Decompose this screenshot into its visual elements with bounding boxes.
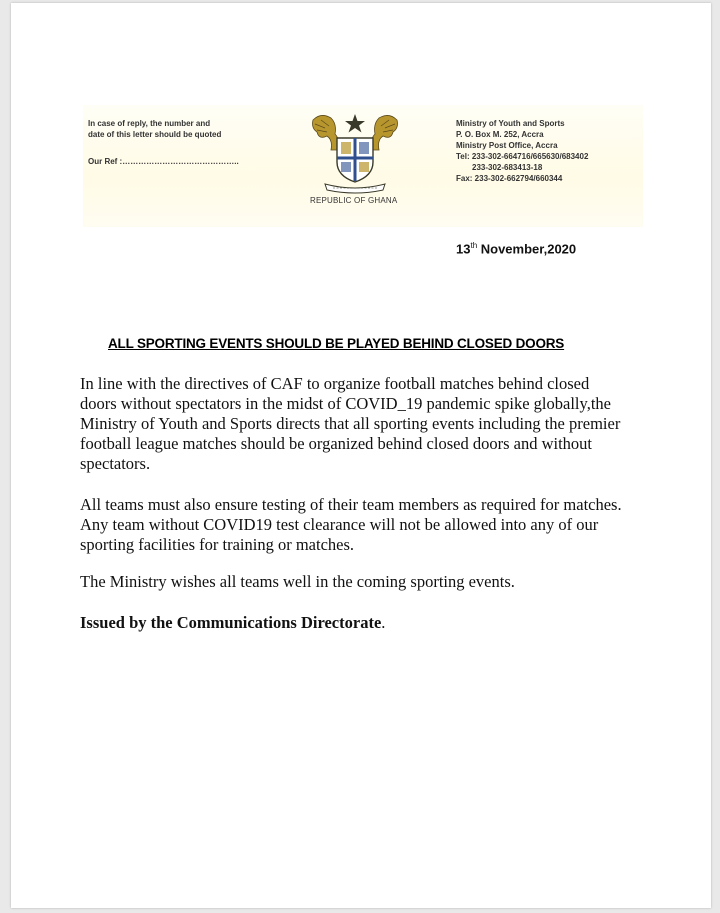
paragraph-directive: In line with the directives of CAF to organize football matches behind closed doors without spectators in the midst of COVID_19 pandemic spike globally,the Ministry of Youth and Sports directs that all sporting events including the premier football league matches should be organized behind closed doors and without spectators. xyxy=(80,374,621,473)
letter-date xyxy=(456,241,576,256)
paragraph-wishes: The Ministry wishes all teams well in the coming sporting events. xyxy=(80,572,515,591)
date-day: 13 xyxy=(456,241,471,257)
ministry-name: Ministry of Youth and Sports xyxy=(456,119,565,128)
ministry-address xyxy=(456,118,588,184)
notice-title: ALL SPORTING EVENTS SHOULD BE PLAYED BEHIND CLOSED DOORS xyxy=(108,336,565,351)
date-suffix: th xyxy=(470,241,478,250)
our-ref: Our Ref :…………………………………….. xyxy=(88,157,239,166)
ministry-tel-2: 233-302-683413-18 xyxy=(472,163,543,172)
crest-caption: REPUBLIC OF GHANA xyxy=(310,196,398,205)
ministry-po-box: P. O. Box M. 252, Accra xyxy=(456,130,544,139)
reply-note-line: In case of reply, the number and xyxy=(88,119,211,128)
ministry-tel: Tel: 233-302-664716/665630/683402 xyxy=(456,152,589,161)
paragraph-testing: All teams must also ensure testing of their team members as required for matches. Any team without COVID19 test clearance will not be allowed into any of our sporting facilities for training or matches. xyxy=(80,495,622,554)
ministry-fax: Fax: 233-302-662794/660344 xyxy=(456,174,563,183)
signoff-text: Issued by the Communications Directorate xyxy=(80,613,382,632)
signoff xyxy=(80,613,628,633)
reply-note-line: date of this letter should be quoted xyxy=(88,130,222,139)
date-rest: November,2020 xyxy=(477,241,577,257)
reply-note xyxy=(88,118,221,140)
signoff-period: . xyxy=(381,613,386,632)
ghana-coat-of-arms-icon xyxy=(307,110,403,194)
ministry-post-office: Ministry Post Office, Accra xyxy=(456,141,558,150)
